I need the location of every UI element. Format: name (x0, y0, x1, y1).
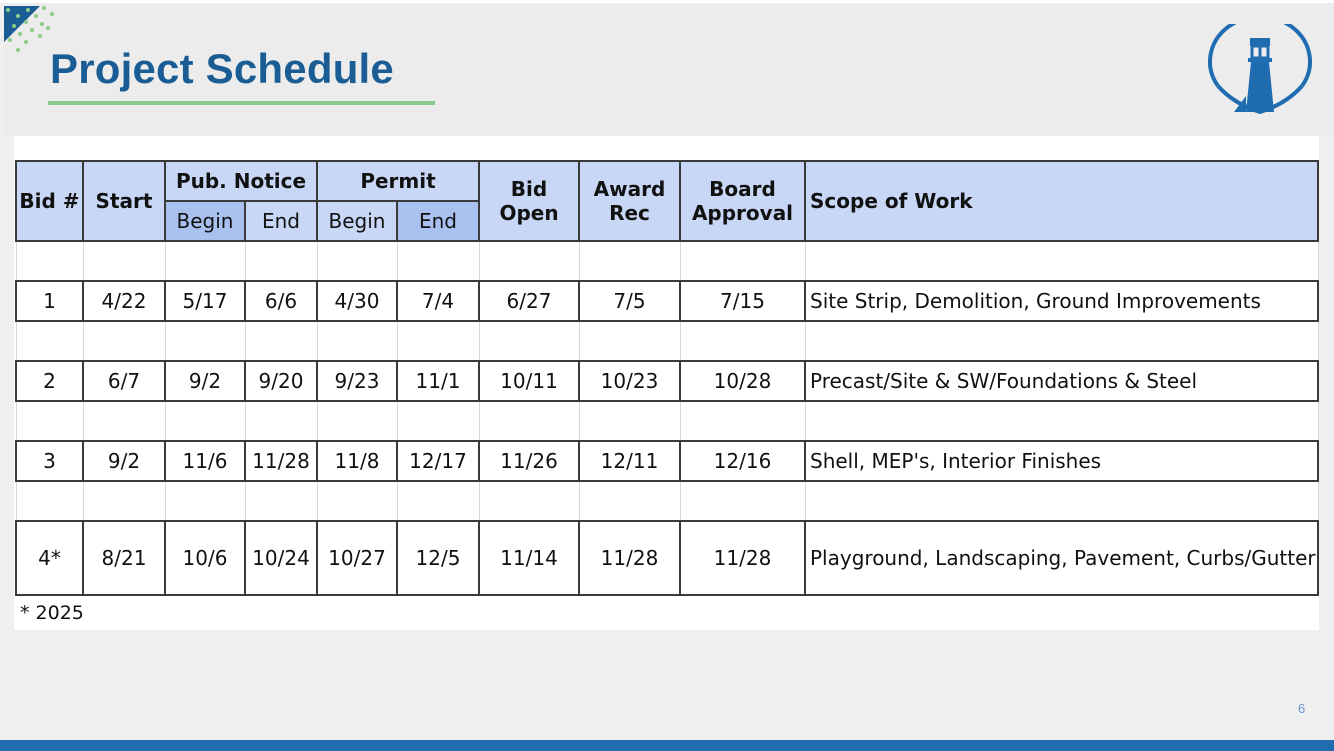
cell-permit-begin: 10/27 (317, 521, 397, 595)
cell-pub-begin: 9/2 (165, 361, 245, 401)
cell-board-approval: 10/28 (680, 361, 805, 401)
cell-pub-end: 11/28 (245, 441, 317, 481)
header-scope-of-work: Scope of Work (805, 161, 1318, 241)
cell-permit-end: 12/17 (397, 441, 479, 481)
cell-scope: Site Strip, Demolition, Ground Improvements (805, 281, 1318, 321)
cell-start: 6/7 (83, 361, 165, 401)
header-pub-end: End (245, 201, 317, 241)
header-award-rec: Award Rec (579, 161, 680, 241)
cell-pub-begin: 10/6 (165, 521, 245, 595)
footnote: * 2025 (20, 602, 84, 624)
header-start: Start (83, 161, 165, 241)
cell-award-rec: 11/28 (579, 521, 680, 595)
cell-bid-open: 11/26 (479, 441, 579, 481)
table-row (16, 361, 1318, 401)
cell-award-rec: 7/5 (579, 281, 680, 321)
cell-pub-begin: 11/6 (165, 441, 245, 481)
spacer-row (16, 481, 1318, 521)
header-permit: Permit (317, 161, 479, 201)
lighthouse-icon (1204, 24, 1316, 120)
header-pub-notice: Pub. Notice (165, 161, 317, 201)
cell-permit-end: 7/4 (397, 281, 479, 321)
table-row (16, 281, 1318, 321)
cell-bid-open: 6/27 (479, 281, 579, 321)
cell-pub-begin: 5/17 (165, 281, 245, 321)
table-row (16, 441, 1318, 481)
cell-bid: 4* (16, 521, 83, 595)
cell-permit-end: 12/5 (397, 521, 479, 595)
cell-award-rec: 10/23 (579, 361, 680, 401)
bottom-bar (0, 740, 1334, 751)
cell-scope: Playground, Landscaping, Pavement, Curbs/Gutter (805, 521, 1318, 595)
cell-permit-end: 11/1 (397, 361, 479, 401)
spacer-row (16, 321, 1318, 361)
header-permit-end: End (397, 201, 479, 241)
header-board-approval: Board Approval (680, 161, 805, 241)
cell-pub-end: 6/6 (245, 281, 317, 321)
cell-board-approval: 11/28 (680, 521, 805, 595)
spacer-row (16, 401, 1318, 441)
cell-permit-begin: 9/23 (317, 361, 397, 401)
cell-pub-end: 9/20 (245, 361, 317, 401)
cell-bid: 2 (16, 361, 83, 401)
cell-start: 8/21 (83, 521, 165, 595)
table-row (16, 521, 1318, 595)
schedule-table (15, 160, 1319, 596)
cell-permit-begin: 4/30 (317, 281, 397, 321)
cell-board-approval: 7/15 (680, 281, 805, 321)
spacer-row (16, 241, 1318, 281)
header-bid: Bid # (16, 161, 83, 241)
header-permit-begin: Begin (317, 201, 397, 241)
cell-start: 9/2 (83, 441, 165, 481)
cell-board-approval: 12/16 (680, 441, 805, 481)
slide-title: Project Schedule (50, 45, 394, 92)
cell-scope: Shell, MEP's, Interior Finishes (805, 441, 1318, 481)
cell-permit-begin: 11/8 (317, 441, 397, 481)
page-number: 6 (1298, 701, 1306, 716)
header-pub-begin: Begin (165, 201, 245, 241)
header-bid-open: Bid Open (479, 161, 579, 241)
cell-award-rec: 12/11 (579, 441, 680, 481)
cell-bid: 1 (16, 281, 83, 321)
cell-scope: Precast/Site & SW/Foundations & Steel (805, 361, 1318, 401)
cell-bid-open: 10/11 (479, 361, 579, 401)
title-underline (48, 101, 435, 105)
cell-pub-end: 10/24 (245, 521, 317, 595)
cell-start: 4/22 (83, 281, 165, 321)
cell-bid-open: 11/14 (479, 521, 579, 595)
cell-bid: 3 (16, 441, 83, 481)
